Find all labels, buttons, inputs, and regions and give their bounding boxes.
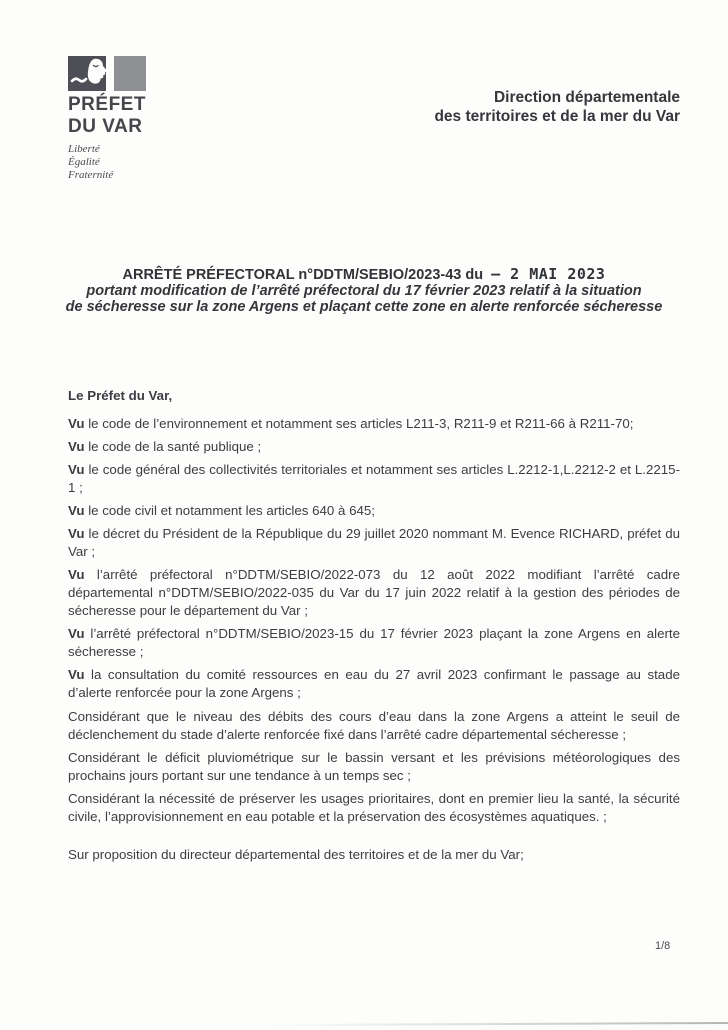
vu-text: l’arrêté préfectoral n°DDTM/SEBIO/2022-073 du 12 août 2022 modifiant l’arrêté cadre départemental n°DDTM/SEBIO/2022-035 du Var du 17 juin 2022 relatif à la gestion des périodes de sécheresse pour le département du Var ;: [68, 567, 680, 618]
motto-fraternite: Fraternité: [68, 169, 114, 181]
considerant-paragraph: Considérant que le niveau des débits des cours d’eau dans la zone Argens a atteint le seuil de déclenchement du stade d’alerte renforcée fixé dans l’arrêté cadre départemental sécheresse ;: [68, 709, 680, 742]
considerant-paragraph: Considérant la nécessité de préserver les usages prioritaires, dont en premier lieu la santé, la sécurité civile, l’approvisionnement en eau potable et la préservation des écosystèmes aquatiques. ;: [68, 791, 680, 824]
salutation: Le Préfet du Var,: [68, 388, 173, 403]
decree-title-line: [44, 266, 684, 284]
vu-lead: Vu: [68, 626, 85, 641]
decree-subtitle-line2: de sécheresse sur la zone Argens et plaçant cette zone en alerte renforcée sécheresse: [65, 298, 663, 315]
vu-text: le code civil et notamment les articles 640 à 645;: [88, 503, 375, 518]
decree-number: ARRÊTÉ PRÉFECTORAL n°DDTM/SEBIO/2023-43 du: [122, 267, 484, 283]
vu-lead: Vu: [68, 503, 85, 518]
vu-paragraph: [68, 415, 680, 433]
vu-lead: Vu: [68, 462, 85, 477]
vu-lead: Vu: [68, 667, 85, 682]
vu-paragraph: [68, 625, 680, 661]
vu-paragraph: [68, 461, 680, 497]
marianne-flag-icon: [68, 56, 148, 91]
vu-paragraph: [68, 502, 680, 520]
decree-body: [68, 387, 680, 869]
directorate-header: [434, 88, 680, 126]
considerant-paragraph: Considérant le déficit pluviométrique sur le bassin versant et les prévisions météorologiques des prochains jours portant sur une tendance à un temps sec ;: [68, 750, 680, 783]
proposition-paragraph: Sur proposition du directeur départemental des territoires et de la mer du Var;: [68, 847, 524, 862]
vu-text: le code général des collectivités territoriales et notamment ses articles L.2212-1,L.2212-2 et L.2215-1 ;: [68, 462, 680, 495]
vu-paragraph: [68, 525, 680, 561]
page-number: 1/8: [655, 940, 671, 952]
vu-paragraph: [68, 666, 680, 702]
vu-text: le code de la santé publique ;: [88, 439, 262, 454]
directorate-line1: Direction départementale: [493, 89, 680, 106]
vu-text: le code de l’environnement et notamment ses articles L211-3, R211-9 et R211-66 à R211-70;: [88, 416, 634, 431]
institution-name: [68, 94, 248, 138]
decree-title-block: [44, 266, 684, 315]
directorate-line2: des territoires et de la mer du Var: [434, 108, 680, 125]
vu-lead: Vu: [68, 416, 85, 431]
vu-text: l’arrêté préfectoral n°DDTM/SEBIO/2023-15 du 17 février 2023 plaçant la zone Argens en alerte sécheresse ;: [68, 626, 680, 659]
prefet-logo-block: [68, 56, 248, 182]
republic-motto: [68, 143, 248, 182]
vu-lead: Vu: [68, 567, 85, 582]
vu-lead: Vu: [68, 526, 85, 541]
scan-edge-artifact: [270, 1022, 728, 1026]
date-stamp: – 2 MAI 2023: [491, 265, 606, 283]
vu-text: le décret du Président de la République du 29 juillet 2020 nommant M. Evence RICHARD, préfet du Var ;: [68, 526, 680, 559]
motto-liberte: Liberté: [68, 143, 100, 155]
vu-text: la consultation du comité ressources en eau du 27 avril 2023 confirmant le passage au stade d’alerte renforcée pour la zone Argens ;: [68, 667, 680, 700]
decree-subtitle-line1: portant modification de l’arrêté préfectoral du 17 février 2023 relatif à la situation: [86, 283, 642, 299]
vu-paragraph: [68, 438, 680, 456]
motto-egalite: Égalité: [68, 156, 100, 168]
vu-lead: Vu: [68, 439, 85, 454]
vu-paragraph: [68, 566, 680, 620]
institution-line2: DU VAR: [68, 116, 143, 137]
institution-line1: PRÉFET: [68, 94, 146, 115]
